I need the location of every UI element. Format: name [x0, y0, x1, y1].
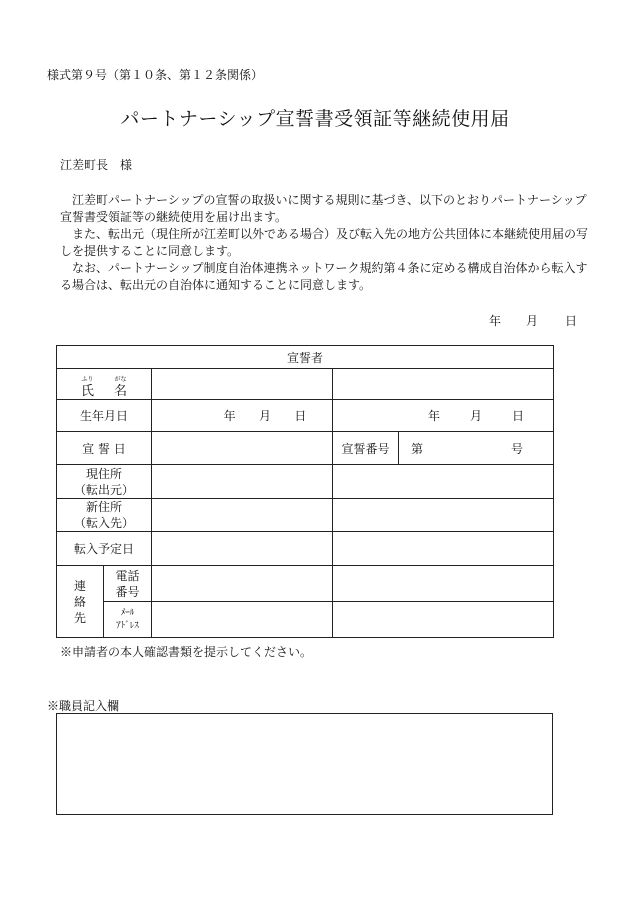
current-address-field-2[interactable] [333, 465, 554, 499]
name-label [57, 369, 152, 400]
date-day: 日 [565, 314, 578, 328]
staff-section-label: ※職員記入欄 [47, 699, 120, 713]
table-header: 宣誓者 [57, 346, 554, 369]
new-address-label: 新住所 （転入先） [57, 499, 152, 532]
current-address-field-1[interactable] [152, 465, 333, 499]
paragraph-consent-copy: また、転出元（現住所が江差町以外である場合）及び転入先の地方公共団体に本継続使用届の写しを提供することに同意します。 [60, 227, 589, 258]
name-field-2[interactable] [333, 369, 554, 400]
email-label: ﾒｰﾙ ｱﾄﾞﾚｽ [104, 602, 152, 638]
contact-label: 連 絡 先 [57, 566, 104, 638]
move-in-date-label: 転入予定日 [57, 532, 152, 566]
birth-month-1: 月 [258, 409, 271, 423]
name-char-1: 氏 [80, 384, 94, 399]
birth-year-2: 年 [428, 409, 441, 423]
name-ruby-2: がな [114, 376, 127, 383]
oath-number-field[interactable] [399, 432, 554, 465]
birth-label: 生年月日 [57, 400, 152, 432]
paragraph-consent-notify: なお、パートナーシップ制度自治体連携ネットワーク規約第４条に定める構成自治体から転入する場合は、転出元の自治体に通知することに同意します。 [60, 261, 588, 292]
name-ruby-1: ふり [81, 376, 94, 383]
document-title: パートナーシップ宣誓書受領証等継続使用届 [120, 108, 510, 130]
staff-section-box[interactable] [56, 713, 553, 815]
oath-date-field[interactable] [152, 432, 333, 465]
birth-year-1: 年 [223, 409, 236, 423]
email-field-1[interactable] [152, 602, 333, 638]
oath-number-prefix: 第 [411, 441, 424, 456]
new-address-field-1[interactable] [152, 499, 333, 532]
addressee: 江差町長 様 [60, 158, 133, 172]
birth-day-1: 日 [294, 409, 307, 423]
phone-field-1[interactable] [152, 566, 333, 602]
oath-number-label: 宣誓番号 [333, 432, 399, 465]
date-year: 年 [489, 314, 502, 328]
name-char-2: 名 [114, 384, 128, 399]
date-month: 月 [526, 314, 539, 328]
birth-day-2: 日 [512, 409, 525, 423]
email-field-2[interactable] [333, 602, 554, 638]
paragraph-regulation: 江差町パートナーシップの宣誓の取扱いに関する規則に基づき、以下のとおりパートナーシップ宣誓書受領証等の継続使用を届け出ます。 [60, 193, 587, 224]
form-number: 様式第９号（第１０条、第１２条関係） [47, 68, 264, 82]
declarant-table [56, 345, 554, 638]
oath-date-label: 宣 誓 日 [57, 432, 152, 465]
phone-field-2[interactable] [333, 566, 554, 602]
current-address-label: 現住所 （転出元） [57, 465, 152, 499]
submission-date [489, 312, 577, 329]
name-field-1[interactable] [152, 369, 333, 400]
move-in-date-field-2[interactable] [333, 532, 554, 566]
new-address-field-2[interactable] [333, 499, 554, 532]
move-in-date-field-1[interactable] [152, 532, 333, 566]
phone-label: 電話 番号 [104, 566, 152, 602]
birth-month-2: 月 [470, 409, 483, 423]
body-text [60, 192, 590, 294]
birth-field-2[interactable] [333, 400, 554, 432]
id-note: ※申請者の本人確認書類を提示してください。 [60, 645, 313, 659]
birth-field-1[interactable] [152, 400, 333, 432]
oath-number-suffix: 号 [511, 441, 524, 456]
